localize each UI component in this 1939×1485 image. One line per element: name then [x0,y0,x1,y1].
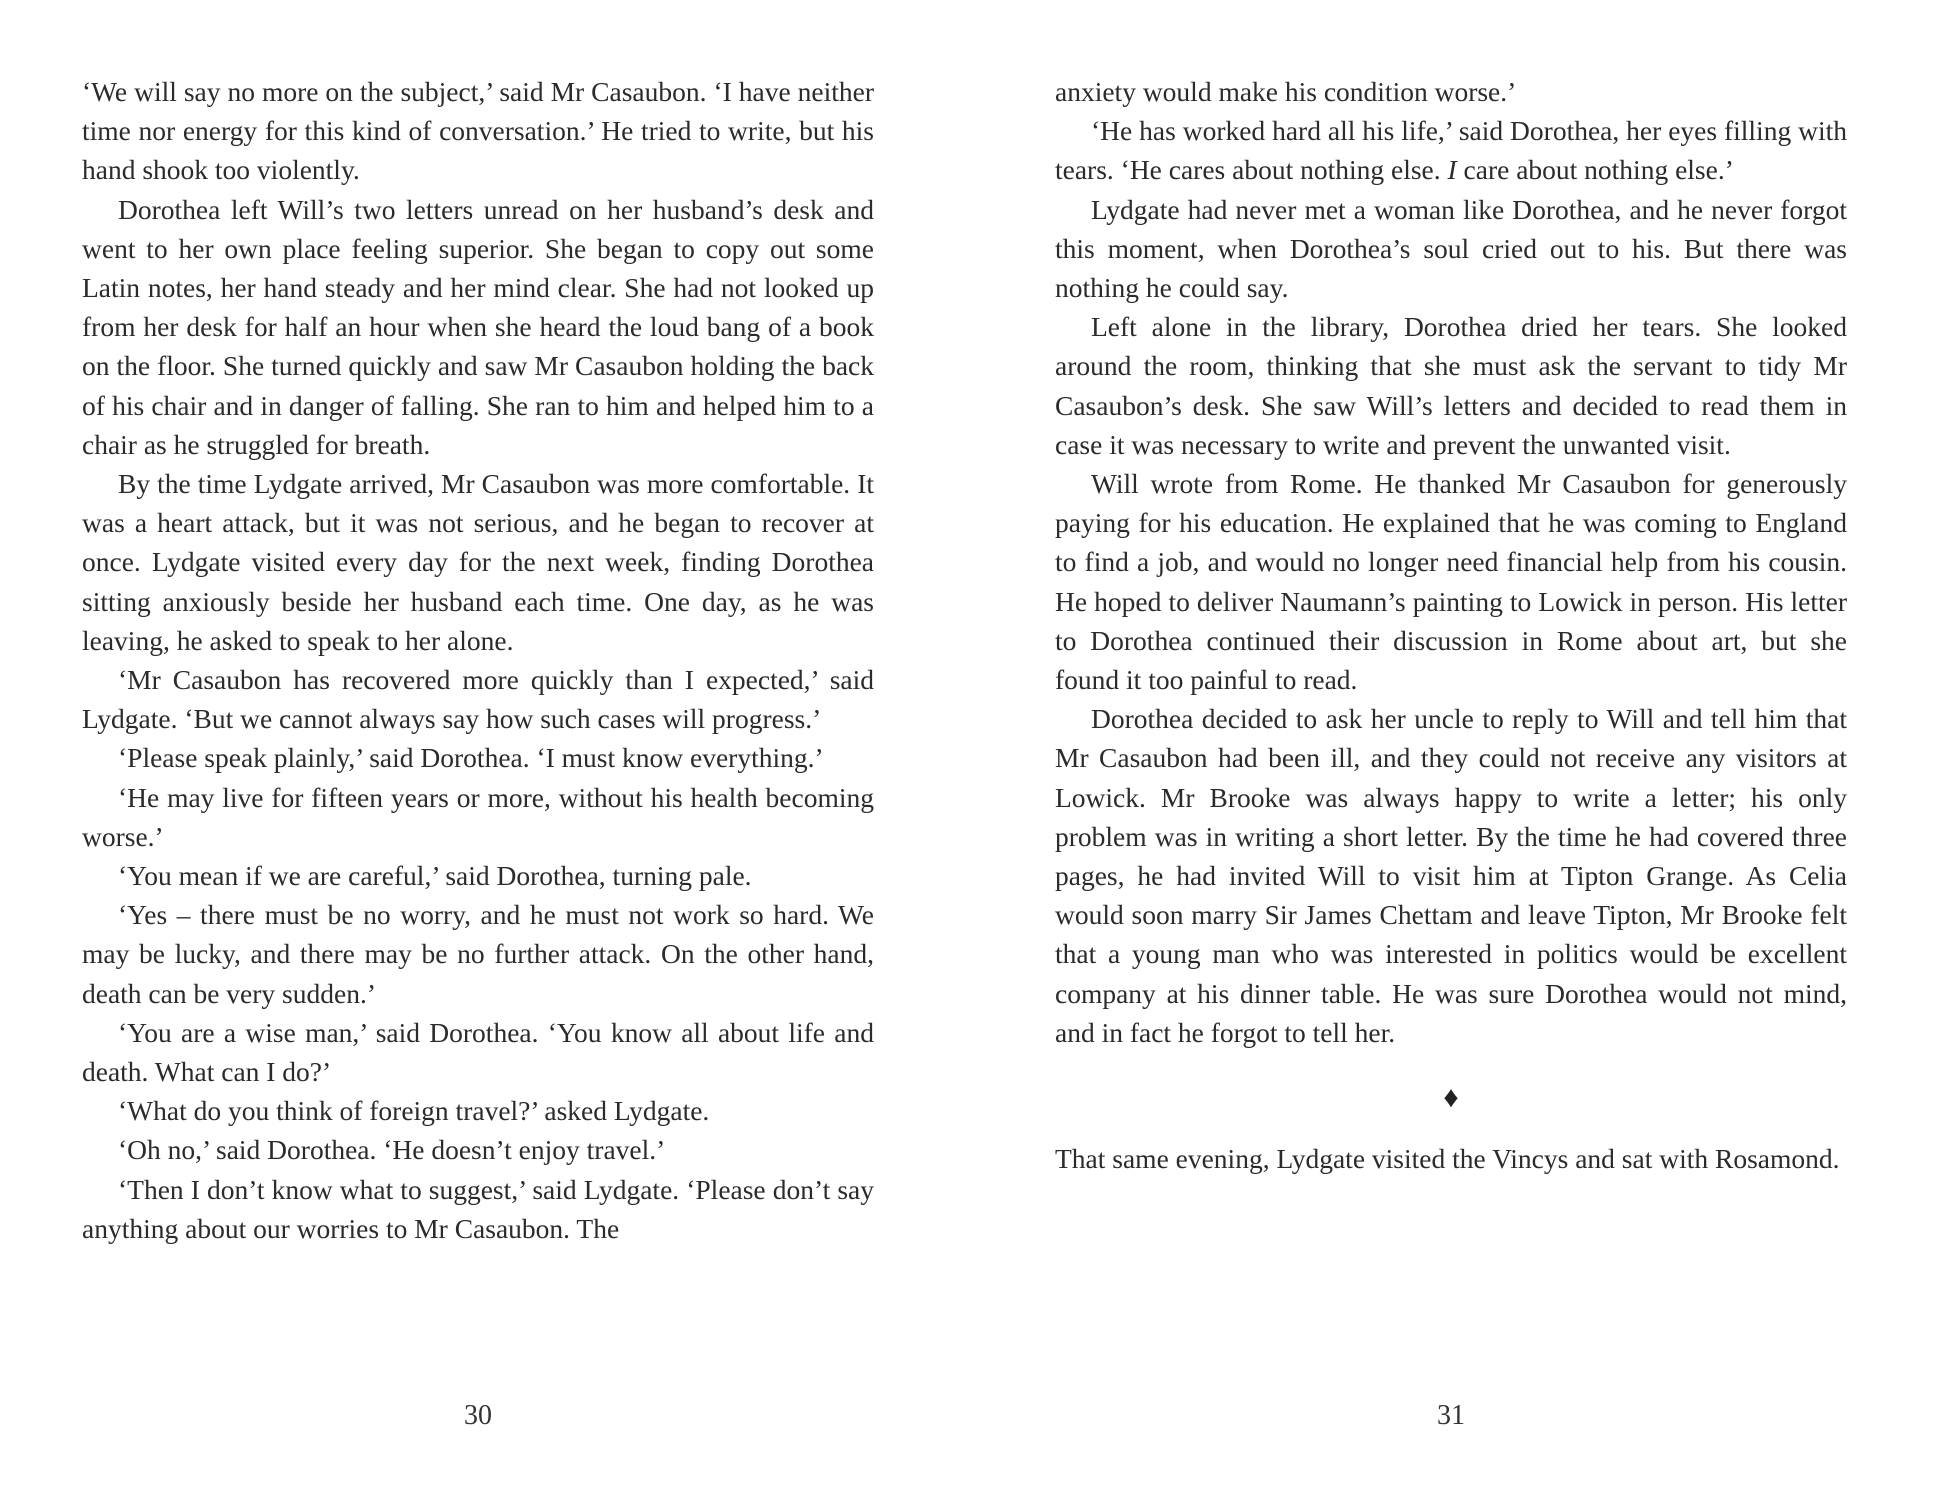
paragraph: ‘Yes – there must be no worry, and he must not work so hard. We may be lucky, and there may be no further attack. On the other hand, death can be very sudden.’ [82,899,874,1009]
paragraph-text: care about nothing else.’ [1456,154,1734,186]
paragraph-text: ‘He has worked hard all his life,’ said Dorothea, her eyes filling with tears. ‘He cares about nothing else. [1055,115,1847,186]
right-page-text [1055,72,1847,1178]
left-page [82,72,874,1431]
paragraph: That same evening, Lydgate visited the Vincys and sat with Rosamond. [1055,1143,1840,1175]
paragraph: ‘You are a wise man,’ said Dorothea. ‘You know all about life and death. What can I do?’ [82,1016,874,1088]
right-page [1055,72,1847,1431]
page-number: 30 [464,1400,492,1431]
paragraph: Dorothea left Will’s two letters unread on her husband’s desk and went to her own place feeling superior. She began to copy out some Latin notes, her hand steady and her mind clear. She had not looked up from her desk for half an hour when she heard the loud bang of a book on the floor. She turned quickly and saw Mr Casaubon holding the back of his chair and in danger of falling. She ran to him and helped him to a chair as he struggled for breath. [82,193,874,460]
section-break-diamond-icon: ♦ [1443,1081,1459,1115]
paragraph: ‘He may live for fifteen years or more, without his health becoming worse.’ [82,781,874,852]
paragraph: ‘Please speak plainly,’ said Dorothea. ‘I must know everything.’ [118,742,824,774]
paragraph-continuation: anxiety would make his condition worse.’ [1055,76,1517,107]
italic-emphasis: I [1447,154,1457,186]
paragraph: ‘What do you think of foreign travel?’ asked Lydgate. [118,1095,710,1127]
paragraph: ‘Oh no,’ said Dorothea. ‘He doesn’t enjoy travel.’ [118,1134,666,1166]
paragraph: Dorothea decided to ask her uncle to reply to Will and tell him that Mr Casaubon had been ill, and they could not receive any visitors at Lowick. Mr Brooke was always happy to write a letter; his only problem was in writing a short letter. By the time he had covered three pages, he had invited Will to visit him at Tipton Grange. As Celia would soon marry Sir James Chettam and leave Tipton, Mr Brooke felt that a young man who was interested in politics would be excellent company at his dinner table. He was sure Dorothea would not mind, and in fact he forgot to tell her. [1055,703,1847,1048]
paragraph: Will wrote from Rome. He thanked Mr Casaubon for generously paying for his education. He explained that he was coming to England to find a job, and would no longer need financial help from his cousin. He hoped to deliver Naumann’s painting to Lowick in person. His letter to Dorothea continued their discussion in Rome about art, but she found it too painful to read. [1055,468,1847,696]
paragraph: Lydgate had never met a woman like Dorothea, and he never forgot this moment, when Dorothea’s soul cried out to his. But there was nothing he could say. [1055,193,1847,304]
paragraph: ‘Mr Casaubon has recovered more quickly than I expected,’ said Lydgate. ‘But we cannot always say how such cases will progress.’ [82,664,874,735]
paragraph: ‘We will say no more on the subject,’ said Mr Casaubon. ‘I have neither time nor energy for this kind of conversation.’ He tried to write, but his hand shook too violently. [82,76,874,186]
page-number: 31 [1437,1400,1465,1431]
paragraph: By the time Lydgate arrived, Mr Casaubon was more comfortable. It was a heart attack, but it was not serious, and he began to recover at once. Lydgate visited every day for the next week, finding Dorothea sitting anxiously beside her husband each time. One day, as he was leaving, he asked to speak to her alone. [82,468,874,656]
paragraph [1055,111,1847,189]
left-page-text [82,72,874,1248]
paragraph: ‘You mean if we are careful,’ said Dorothea, turning pale. [118,860,752,892]
paragraph: ‘Then I don’t know what to suggest,’ said Lydgate. ‘Please don’t say anything about our worries to Mr Casaubon. The [82,1173,874,1244]
paragraph: Left alone in the library, Dorothea dried her tears. She looked around the room, thinking that she must ask the servant to tidy Mr Casaubon’s desk. She saw Will’s letters and decided to read them in case it was necessary to write and prevent the unwanted visit. [1055,311,1847,460]
